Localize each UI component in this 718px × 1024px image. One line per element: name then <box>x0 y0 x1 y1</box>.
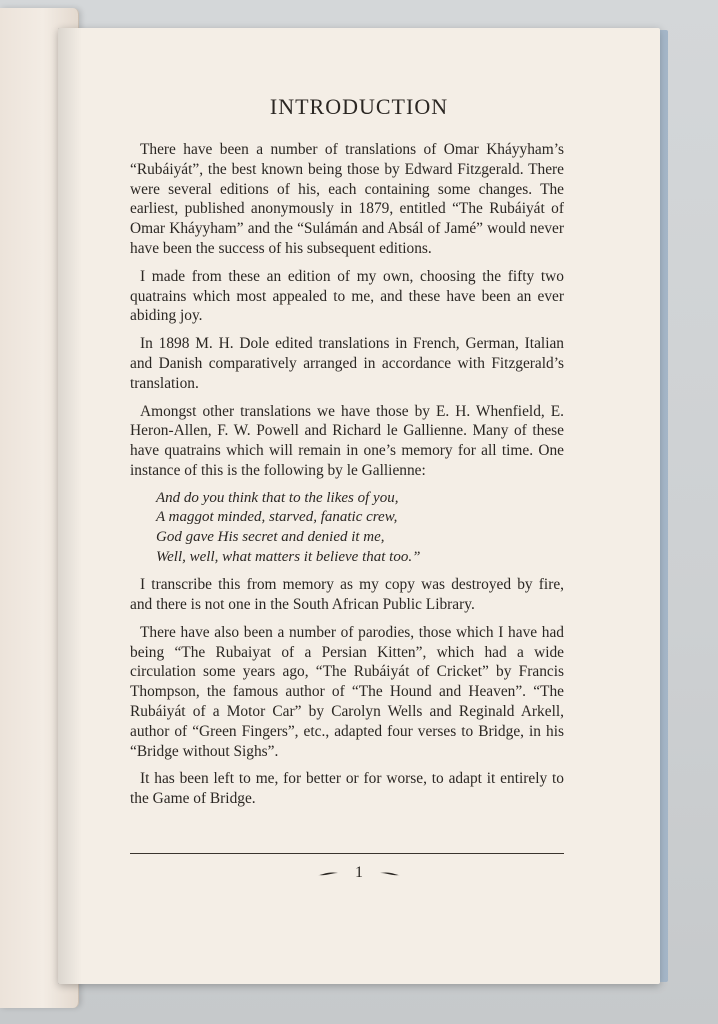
paragraph-5: I transcribe this from memory as my copy was destroyed by fire, and there is not one in the South African Public Library. <box>130 576 564 613</box>
book-page <box>58 28 660 984</box>
verse-line-1: And do you think that to the likes of you, <box>156 489 399 506</box>
footer-rule <box>130 853 564 854</box>
page-number: 1 <box>355 864 363 881</box>
page-title: INTRODUCTION <box>269 94 449 119</box>
verse-line-4: Well, well, what matters it believe that too.” <box>156 548 421 565</box>
right-ornament-icon <box>379 869 401 877</box>
page-body <box>130 140 564 817</box>
quatrain <box>156 489 564 567</box>
paragraph-7: It has been left to me, for better or for worse, to adapt it entirely to the Game of Bridge. <box>130 770 564 808</box>
paragraph-4: Amongst other translations we have those by E. H. Whenfield, E. Heron-Allen, F. W. Powell and Richard le Gallienne. Many of these have quatrains which will remain in one’s memory for all time. One instance of this is the following by le Gallienne: <box>130 402 564 479</box>
paragraph-3: In 1898 M. H. Dole edited translations in French, German, Italian and Danish comparatively arranged in accordance with Fitzgerald’s translation. <box>130 335 564 392</box>
paragraph-1: There have been a number of translations of Omar Kháyyham’s “Rubáiyát”, the best known being those by Edward Fitzgerald. There were several editions of his, each containing some changes. The earliest, published anonymously in 1879, entitled “The Rubáiyát of Omar Kháyyham” and the “Sulámán and Absál of Jamé” would never have been the success of his subsequent editions. <box>130 141 564 257</box>
verse-line-2: A maggot minded, starved, fanatic crew, <box>156 509 398 526</box>
page-footer <box>58 864 660 882</box>
paragraph-6: There have also been a number of parodies, those which I have had being “The Rubaiyat of a Persian Kitten”, which had a wide circulation some years ago, “The Rubáiyát of Cricket” by Francis Thompson, the famous author of “The Hound and Heaven”. “The Rubáiyát of a Motor Car” by Carolyn Wells and Reginald Arkell, author of “Green Fingers”, etc., adapted four verses to Bridge, in his “Bridge without Sighs”. <box>130 623 564 760</box>
verse-line-3: God gave His secret and denied it me, <box>156 528 385 545</box>
paragraph-2: I made from these an edition of my own, choosing the fifty two quatrains which most appealed to me, and these have been an ever abiding joy. <box>130 267 564 325</box>
left-ornament-icon <box>317 869 339 877</box>
